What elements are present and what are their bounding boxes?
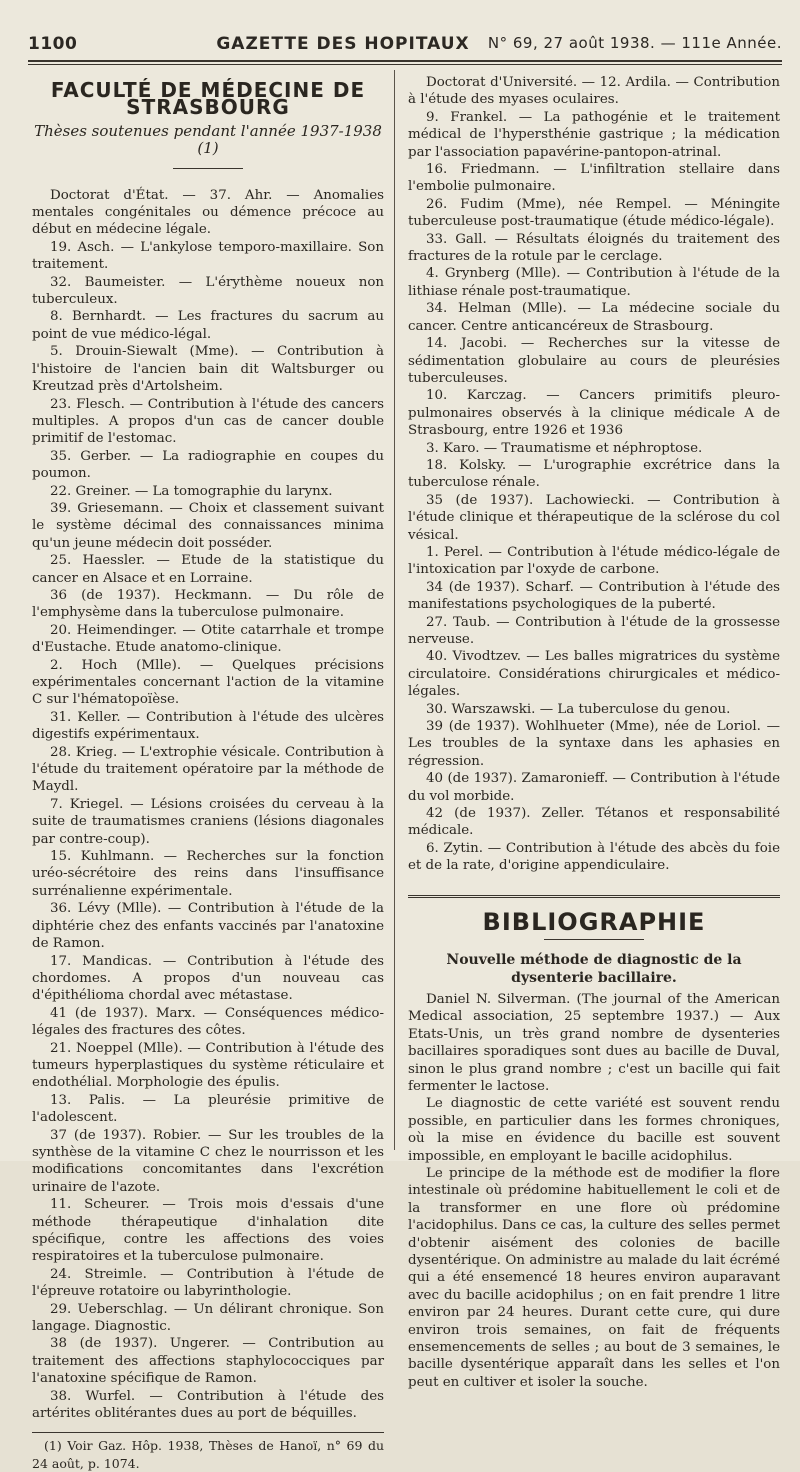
thesis-entry: 21. Noeppel (Mlle). — Contribution à l'étude des tumeurs hyperplastiques du système réticulaire et endothélial. Morphologie des épulis.	[32, 1040, 384, 1091]
thesis-entry: Doctorat d'Université. — 12. Ardila. — Contribution à l'étude des myases oculaires.	[408, 75, 780, 108]
thesis-entry: 34 (de 1937). Scharf. — Contribution à l'étude des manifestations psychologiques de la puberté.	[408, 579, 780, 613]
thesis-entry: 14. Jacobi. — Recherches sur la vitesse de sédimentation globulaire au cours de pleurésies tuberculeuses.	[408, 336, 780, 386]
page-header	[28, 30, 782, 60]
thesis-entry: 42 (de 1937). Zeller. Tétanos et responsabilité médicale.	[408, 806, 780, 839]
section-subtitle: Thèses soutenues pendant l'année 1937-1938 (1)	[34, 121, 382, 158]
thesis-entry: 25. Haessler. — Etude de la statistique du cancer en Alsace et en Lorraine.	[32, 553, 384, 586]
journal-title: GAZETTE DES HOPITAUX	[216, 34, 470, 54]
thesis-entry: 34. Helman (Mlle). — La médecine sociale du cancer. Centre anticancéreux de Strasbourg.	[408, 301, 780, 334]
thesis-entry: 20. Heimendinger. — Otite catarrhale et trompe d'Eustache. Etude anatomo-clinique.	[32, 622, 384, 656]
thesis-entry: 10. Karczag. — Cancers primitifs pleuro-pulmonaires observés à la clinique médicale A de Strasbourg, entre 1926 et 1936	[408, 388, 780, 439]
thesis-entry: 2. Hoch (Mlle). — Quelques précisions expérimentales concernant l'action de la vitamine C sur l'hématopoïèse.	[32, 657, 384, 708]
thesis-entry: 31. Keller. — Contribution à l'étude des ulcères digestifs expérimentaux.	[32, 709, 384, 743]
thesis-entry: 4. Grynberg (Mlle). — Contribution à l'étude de la lithiase rénale post-traumatique.	[408, 266, 780, 299]
header-rule-thin	[28, 64, 782, 65]
university-thesis-list	[408, 74, 780, 875]
thesis-entry: 13. Palis. — La pleurésie primitive de l'adolescent.	[32, 1092, 384, 1126]
bibliography-short-rule	[544, 939, 644, 940]
left-column	[32, 74, 384, 1472]
thesis-entry: 38 (de 1937). Ungerer. — Contribution au traitement des affections staphylococciques par l'anatoxine spécifique de Ramon.	[32, 1336, 384, 1387]
thesis-entry: 5. Drouin-Siewalt (Mme). — Contribution à l'histoire de l'ancien bain dit Waltsburger ou Kreutzad près d'Artolsheim.	[32, 344, 384, 395]
thesis-entry: 16. Friedmann. — L'infiltration stellaire dans l'embolie pulmonaire.	[408, 162, 780, 195]
article-paragraph: Daniel N. Silverman. (The journal of the American Medical association, 25 septembre 1937.) — Aux Etats-Unis, un très grand nombre de dysenteries bacillaires sporadiques sont dues au bacille de Duval, sinon le plus grand nombre ; c'est un bacille qui fait fermenter le lactose.	[408, 991, 780, 1094]
thesis-entry: 39. Griesemann. — Choix et classement suivant le système décimal des connaissances minima qu'un jeune médecin doit posséder.	[32, 500, 384, 551]
section-rule	[173, 168, 243, 169]
article-paragraph: Le principe de la méthode est de modifier la flore intestinale où prédomine habituellement le coli et de la transformer en une flore où prédomine l'acidophilus. Dans ce cas, la culture des selles permet d'obtenir aisément des colonies de bacille dysentérique. On administre au malade du lait écrémé qui a été ensemencé 18 heures environ auparavant avec du bacille acidophilus ; on en fait prendre 1 litre environ par 24 heures. Durant cette cure, qui dure environ trois semaines, on fait de fréquents ensemencements de selles ; au bout de 3 semaines, le bacille dysentérique apparaît dans les selles et l'on peut en cultiver et isoler la souche.	[408, 1165, 780, 1390]
thesis-entry: 27. Taub. — Contribution à l'étude de la grossesse nerveuse.	[408, 614, 780, 647]
right-column	[408, 74, 780, 1391]
issue-info: N° 69, 27 août 1938. — 111e Année.	[487, 34, 782, 52]
thesis-list	[32, 187, 384, 1423]
header-rule	[28, 60, 782, 62]
thesis-entry: 7. Kriegel. — Lésions croisées du cerveau à la suite de traumatismes craniens (lésions diagonales par contre-coup).	[32, 796, 384, 847]
thesis-entry: 38. Wurfel. — Contribution à l'étude des artérites oblitérantes dues au port de béquilles.	[32, 1388, 384, 1422]
thesis-entry: 6. Zytin. — Contribution à l'étude des abcès du foie et de la rate, d'origine appendiculaire.	[408, 840, 780, 874]
thesis-entry: 36. Lévy (Mlle). — Contribution à l'étude de la diphtérie chez des enfants vaccinés par l'anatoxine de Ramon.	[32, 901, 384, 952]
thesis-entry: 32. Baumeister. — L'érythème noueux non tuberculeux.	[32, 274, 384, 308]
thesis-entry: 35. Gerber. — La radiographie en coupes du poumon.	[32, 448, 384, 482]
thesis-entry: 37 (de 1937). Robier. — Sur les troubles de la synthèse de la vitamine C chez le nourrisson et les modifications concomitantes dans l'excrétion urinaire de l'azote.	[32, 1127, 384, 1195]
thesis-entry: 17. Mandicas. — Contribution à l'étude des chordomes. A propos d'un nouveau cas d'épithélioma chordal avec métastase.	[32, 953, 384, 1004]
thesis-entry: 11. Scheurer. — Trois mois d'essais d'une méthode thérapeutique d'inhalation dite spécifique, contre les affections des voies respiratoires et la tuberculose pulmonaire.	[32, 1197, 384, 1265]
thesis-entry: 22. Greiner. — La tomographie du larynx.	[50, 483, 333, 499]
thesis-entry: 1. Perel. — Contribution à l'étude médico-légale de l'intoxication par l'oxyde de carbone.	[408, 544, 780, 578]
thesis-entry: 23. Flesch. — Contribution à l'étude des cancers multiples. A propos d'un cas de cancer double primitif de l'estomac.	[32, 396, 384, 447]
bibliography-title: BIBLIOGRAPHIE	[482, 907, 706, 936]
footnote: (1) Voir Gaz. Hôp. 1938, Thèses de Hanoï, n° 69 du 24 août, p. 1074.	[32, 1438, 384, 1471]
thesis-entry: 26. Fudim (Mme), née Rempel. — Méningite tuberculeuse post-traumatique (étude médico-légale).	[408, 196, 780, 230]
thesis-entry: Doctorat d'État. — 37. Ahr. — Anomalies mentales congénitales ou démence précoce au début en médecine légale.	[32, 187, 384, 238]
article-body	[408, 991, 780, 1391]
thesis-entry: 30. Warszawski. — La tuberculose du genou.	[426, 701, 731, 717]
thesis-entry: 35 (de 1937). Lachowiecki. — Contribution à l'étude clinique et thérapeutique de la sclérose du col vésical.	[408, 492, 780, 543]
thesis-entry: 19. Asch. — L'ankylose temporo-maxillaire. Son traitement.	[32, 239, 384, 273]
thesis-entry: 15. Kuhlmann. — Recherches sur la fonction uréo-sécrétoire des reins dans l'insuffisance surrénalienne expérimentale.	[32, 849, 384, 899]
thesis-entry: 33. Gall. — Résultats éloignés du traitement des fractures de la rotule par le cerclage.	[408, 231, 780, 265]
article-paragraph: Le diagnostic de cette variété est souvent rendu possible, en particulier dans les formes chroniques, où la mise en évidence du bacille est souvent impossible, en employant le bacille acidophilus.	[408, 1096, 780, 1164]
thesis-entry: 39 (de 1937). Wohlhueter (Mme), née de Loriol. — Les troubles de la syntaxe dans les aphasies en régression.	[408, 719, 780, 769]
thesis-entry: 40. Vivodtzev. — Les balles migratrices du système circulatoire. Considérations chirurgicales et médico-légales.	[408, 649, 780, 700]
column-divider	[394, 70, 395, 1150]
thesis-entry: 36 (de 1937). Heckmann. — Du rôle de l'emphysème dans la tuberculose pulmonaire.	[32, 587, 384, 621]
bibliography-rule	[408, 895, 780, 898]
footnote-rule	[32, 1432, 384, 1433]
thesis-entry: 24. Streimle. — Contribution à l'étude de l'épreuve rotatoire ou labyrinthologie.	[32, 1266, 384, 1300]
page-number: 1100	[28, 34, 78, 54]
thesis-entry: 8. Bernhardt. — Les fractures du sacrum au point de vue médico-légal.	[32, 309, 384, 342]
section-title: FACULTÉ DE MÉDECINE DE STRASBOURG	[50, 78, 366, 120]
thesis-entry: 28. Krieg. — L'extrophie vésicale. Contribution à l'étude du traitement opératoire par la méthode de Maydl.	[32, 744, 384, 795]
thesis-entry: 29. Ueberschlag. — Un délirant chronique. Son langage. Diagnostic.	[32, 1301, 384, 1335]
article-title: Nouvelle méthode de diagnostic de la dysenterie bacillaire.	[446, 952, 742, 986]
thesis-entry: 41 (de 1937). Marx. — Conséquences médico-légales des fractures des côtes.	[32, 1005, 384, 1039]
thesis-entry: 3. Karo. — Traumatisme et néphroptose.	[426, 440, 703, 456]
thesis-entry: 18. Kolsky. — L'urographie excrétrice dans la tuberculose rénale.	[408, 457, 780, 491]
thesis-entry: 40 (de 1937). Zamaronieff. — Contribution à l'étude du vol morbide.	[408, 771, 780, 804]
thesis-entry: 9. Frankel. — La pathogénie et le traitement médical de l'hypersthénie gastrique ; la médication par l'association papavérine-pantopon-atrinal.	[408, 109, 780, 160]
